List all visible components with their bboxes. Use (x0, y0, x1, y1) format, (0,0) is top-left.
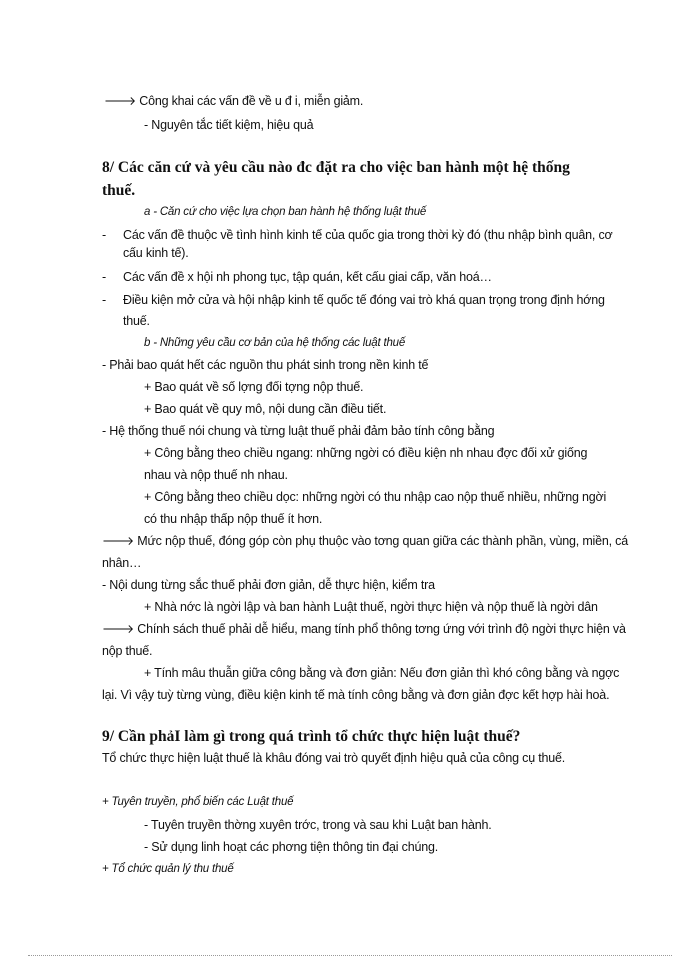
paragraph-line: - Phải bao quát hết các nguồn thu phát sinh trong nền kinh tế (102, 358, 429, 372)
paragraph-line: nộp thuế. (102, 644, 153, 658)
intro-arrow-line (104, 92, 363, 110)
paragraph-line: + Tính mâu thuẫn giữa công bằng và đơn giản: Nếu đơn giản thì khó công bằng và ngợc (144, 666, 620, 680)
section-9-intro: Tổ chức thực hiện luật thuế là khâu đóng vai trò quyết định hiệu quả của công cụ thuế. (102, 751, 566, 765)
paragraph-line: nhau và nộp thuế nh nhau. (144, 468, 288, 482)
arrow-paragraph-text: Chính sách thuế phải dễ hiểu, mang tính phổ thông tơng ứng với trình độ ngời thực hiện và (137, 622, 626, 636)
list-item: Các vấn đề thuộc về tình hình kinh tế của quốc gia trong thời kỳ đó (thu nhập bình quân, cơ (123, 228, 613, 242)
intro-sub-line: - Nguyên tắc tiết kiệm, hiệu quả (144, 118, 314, 132)
arrow-icon: 🡒 (102, 622, 134, 636)
paragraph-line: - Tuyên truyền thờng xuyên trớc, trong và sau khi Luật ban hành. (144, 818, 492, 832)
bullet-dash: - (102, 270, 106, 284)
bullet-dash: - (102, 293, 106, 307)
paragraph-line: + Bao quát về quy mô, nội dung cần điều tiết. (144, 402, 387, 416)
section-8-heading-cont: thuế. (102, 182, 136, 199)
paragraph-line: có thu nhập thấp nộp thuế ít hơn. (144, 512, 323, 526)
list-item: Điều kiện mở cửa và hội nhập kinh tế quốc tế đóng vai trò khá quan trọng trong định hớng (123, 293, 605, 307)
paragraph-line: nhân… (102, 556, 142, 570)
paragraph-line: - Hệ thống thuế nói chung và từng luật thuế phải đảm bảo tính công bằng (102, 424, 495, 438)
paragraph-line: + Công bằng theo chiều dọc: những ngời có thu nhập cao nộp thuế nhiều, những ngời (144, 490, 607, 504)
arrow-paragraph-line (102, 620, 626, 638)
page-bottom-divider (28, 955, 672, 956)
paragraph-line: + Công bằng theo chiều ngang: những ngời có điều kiện nh nhau đợc đối xử giống (144, 446, 588, 460)
paragraph-line: - Sử dụng linh hoạt các phơng tiện thông tin đại chúng. (144, 840, 438, 854)
arrow-icon: 🡒 (102, 534, 134, 548)
list-item: Các vấn đề x hội nh phong tục, tập quán, kết cấu giai cấp, văn hoá… (123, 270, 492, 284)
section-9-item-1-title: + Tuyên truyền, phổ biến các Luật thuế (102, 796, 294, 808)
list-item-cont: cấu kinh tế). (123, 246, 189, 260)
paragraph-line: + Bao quát về số lợng đối tợng nộp thuế. (144, 380, 364, 394)
section-9-item-2-title: + Tổ chức quản lý thu thuế (102, 863, 234, 875)
arrow-paragraph-text: Mức nộp thuế, đóng góp còn phụ thuộc vào tơng quan giữa các thành phần, vùng, miền, cá (137, 534, 628, 548)
paragraph-line: lại. Vì vậy tuỳ từng vùng, điều kiện kinh tế mà tính công bằng và đơn giản đợc kết hợp hài hoà. (102, 688, 610, 702)
paragraph-line: + Nhà nớc là ngời lập và ban hành Luật thuế, ngời thực hiện và nộp thuế là ngời dân (144, 600, 598, 614)
section-9-heading: 9/ Cần phảI làm gì trong quá trình tổ chức thực hiện luật thuế? (102, 728, 521, 745)
bullet-dash: - (102, 228, 106, 242)
intro-arrow-text: Công khai các vấn đề về u đ i, miễn giảm. (139, 94, 364, 108)
list-item-cont: thuế. (123, 314, 150, 328)
arrow-paragraph-line (102, 532, 628, 550)
section-8a-title: a - Căn cứ cho việc lựa chọn ban hành hệ thống luật thuế (144, 206, 427, 218)
section-8-heading: 8/ Các căn cứ và yêu cầu nào đc đặt ra cho việc ban hành một hệ thống (102, 159, 570, 176)
paragraph-line: - Nội dung từng sắc thuế phải đơn giản, dễ thực hiện, kiểm tra (102, 578, 435, 592)
arrow-icon: 🡒 (104, 94, 136, 108)
section-8b-title: b - Những yêu cầu cơ bản của hệ thống các luật thuế (144, 337, 406, 349)
